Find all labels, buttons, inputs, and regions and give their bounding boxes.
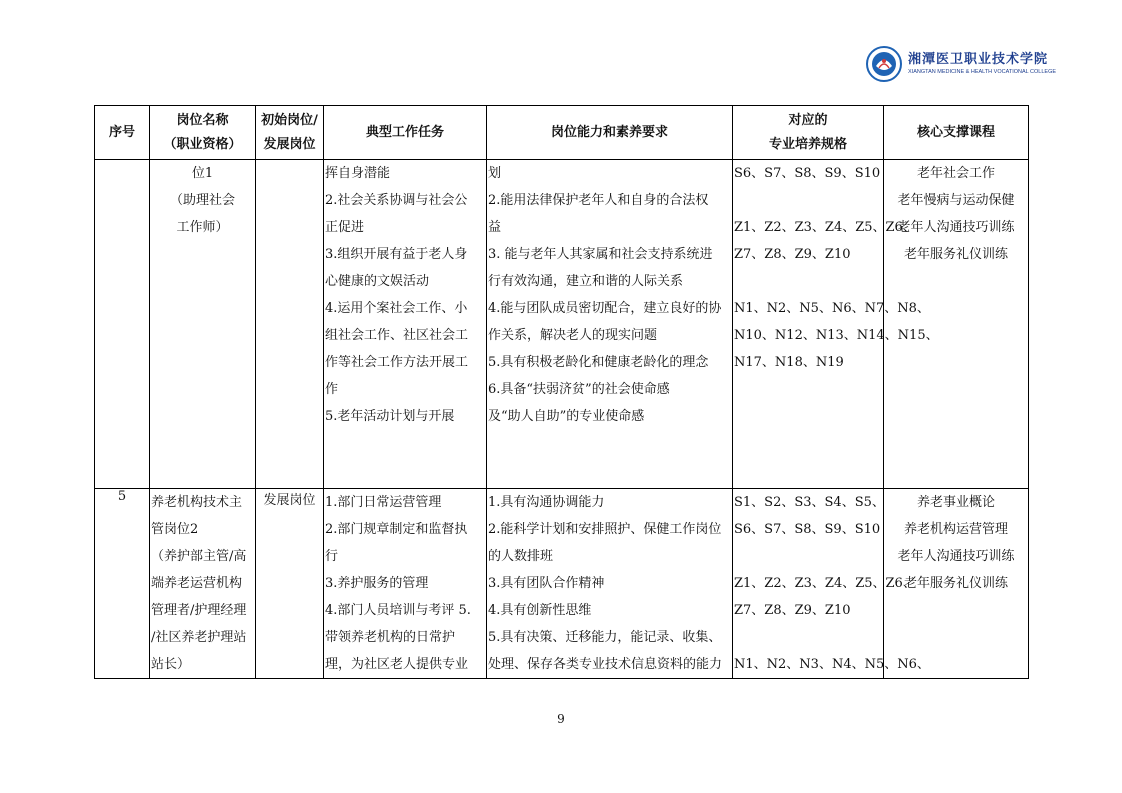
cell-spec	[733, 160, 939, 489]
cell-seq	[95, 160, 150, 489]
task-line: 带领养老机构的日常护	[325, 630, 456, 645]
header-spec: 对应的 专业培养规格	[733, 106, 884, 160]
college-logo	[866, 44, 1057, 84]
post-line: （助理社会	[169, 193, 235, 208]
post-line: 管岗位2	[151, 522, 199, 537]
ability-line: 3. 能与老年人其家属和社会支持系统进	[488, 247, 713, 262]
task-line: 行	[325, 549, 339, 564]
header-seq: 序号	[95, 106, 150, 160]
header-post-type: 初始岗位/ 发展岗位	[256, 106, 324, 160]
spec-line	[733, 187, 883, 214]
ability-line: 5.具有决策、迁移能力，能记录、收集、	[488, 630, 722, 645]
course-line: 养老事业概论	[916, 495, 995, 510]
task-line: 3.组织开展有益于老人身	[325, 247, 468, 262]
cell-seq: 5	[95, 489, 150, 679]
spec-line: Z7、Z8、Z9、Z10	[734, 247, 851, 262]
course-line: 养老机构运营管理	[903, 522, 1008, 537]
course-line: 老年人沟通技巧训练	[897, 220, 1015, 235]
post-line: 站长）	[151, 657, 191, 672]
post-line: 位1	[191, 166, 214, 181]
task-line: 1.部门日常运营管理	[325, 495, 442, 510]
task-line: 作	[325, 382, 339, 397]
table-row	[95, 489, 1029, 679]
cell-post-name	[150, 489, 256, 679]
ability-line: 的人数排班	[488, 549, 554, 564]
spec-line: S1、S2、S3、S4、S5、	[734, 495, 885, 510]
cell-ability	[487, 160, 733, 489]
spec-line: N10、N12、N13、N14、N15、	[734, 328, 939, 343]
post-line: /社区养老护理站	[151, 630, 247, 645]
logo-english-name: XIANGTAN MEDICINE & HEALTH VOCATIONAL COLLEGE	[908, 69, 1057, 75]
ability-line: 4.能与团队成员密切配合，建立良好的协	[488, 301, 722, 316]
cell-courses	[884, 160, 1029, 489]
header-ability: 岗位能力和素养要求	[487, 106, 733, 160]
post-requirements-table	[94, 105, 1029, 679]
ability-line: 2.能科学计划和安排照护、保健工作岗位	[488, 522, 722, 537]
table-row	[95, 160, 1029, 489]
ability-line: 作关系，解决老人的现实问题	[488, 328, 658, 343]
cell-courses	[884, 489, 1029, 679]
cell-spec	[733, 489, 930, 679]
task-line: 4.部门人员培训与考评 5.	[325, 603, 471, 618]
ability-line: 4.具有创新性思维	[488, 603, 592, 618]
course-line: 老年服务礼仪训练	[903, 247, 1008, 262]
cell-ability	[487, 489, 733, 679]
post-line: 端养老运营机构	[151, 576, 243, 591]
course-line: 老年慢病与运动保健	[897, 193, 1015, 208]
college-emblem-icon	[866, 46, 902, 82]
ability-line: 益	[488, 220, 502, 235]
course-line: 老年人沟通技巧训练	[897, 549, 1015, 564]
task-line: 挥自身潜能	[325, 166, 391, 181]
spec-line: N1、N2、N3、N4、N5、N6、	[734, 657, 930, 672]
ability-line: 1.具有沟通协调能力	[488, 495, 605, 510]
header-tasks: 典型工作任务	[324, 106, 487, 160]
post-line: 工作师）	[176, 220, 229, 235]
page-number: 9	[557, 712, 565, 726]
course-line: 老年社会工作	[916, 166, 995, 181]
spec-line	[733, 268, 883, 295]
spec-line: S6、S7、S8、S9、S10	[734, 522, 881, 537]
task-line: 作等社会工作方法开展工	[325, 355, 469, 370]
spec-line	[733, 624, 883, 651]
logo-text-block	[908, 52, 1056, 76]
spec-line: N1、N2、N5、N6、N7、N8、	[734, 301, 930, 316]
task-line: 心健康的文娱活动	[325, 274, 430, 289]
task-line: 组社会工作、社区社会工	[325, 328, 469, 343]
table-header-row	[95, 106, 1029, 160]
task-line: 5.老年活动计划与开展	[325, 409, 455, 424]
ability-line: 处理、保存各类专业技术信息资料的能力	[488, 657, 723, 672]
spec-line: Z1、Z2、Z3、Z4、Z5、Z6、	[734, 220, 916, 235]
spec-line: Z7、Z8、Z9、Z10	[734, 603, 851, 618]
course-line: 老年服务礼仪训练	[903, 576, 1008, 591]
cell-tasks	[324, 489, 487, 679]
task-line: 理，为社区老人提供专业	[325, 657, 469, 672]
ability-line: 3.具有团队合作精神	[488, 576, 605, 591]
post-line: 养老机构技术主	[151, 495, 243, 510]
header-post-name: 岗位名称 （职业资格）	[150, 106, 256, 160]
ability-line: 行有效沟通，建立和谐的人际关系	[488, 274, 684, 289]
task-line: 2.部门规章制定和监督执	[325, 522, 468, 537]
task-line: 4.运用个案社会工作、小	[325, 301, 468, 316]
ability-line: 6.具备“扶弱济贫”的社会使命感	[488, 382, 670, 397]
post-line: （养护部主管/高	[151, 549, 247, 564]
ability-line: 及“助人自助”的专业使命感	[488, 409, 645, 424]
cell-tasks	[324, 160, 487, 489]
task-line: 正促进	[325, 220, 365, 235]
task-line: 3.养护服务的管理	[325, 576, 429, 591]
spec-line: N17、N18、N19	[734, 355, 844, 370]
cell-post-type: 发展岗位	[256, 489, 324, 679]
spec-line: Z1、Z2、Z3、Z4、Z5、Z6、	[734, 576, 916, 591]
header-courses: 核心支撑课程	[884, 106, 1029, 160]
ability-line: 划	[488, 166, 502, 181]
ability-line: 5.具有积极老龄化和健康老龄化的理念	[488, 355, 709, 370]
logo-chinese-name: 湘潭医卫职业技术学院	[908, 52, 1049, 67]
cell-post-type	[256, 160, 324, 489]
post-line: 管理者/护理经理	[151, 603, 247, 618]
task-line: 2.社会关系协调与社会公	[325, 193, 468, 208]
spec-line	[733, 543, 883, 570]
spec-line: S6、S7、S8、S9、S10	[734, 166, 881, 181]
cell-post-name	[150, 160, 256, 489]
ability-line: 2.能用法律保护老年人和自身的合法权	[488, 193, 709, 208]
